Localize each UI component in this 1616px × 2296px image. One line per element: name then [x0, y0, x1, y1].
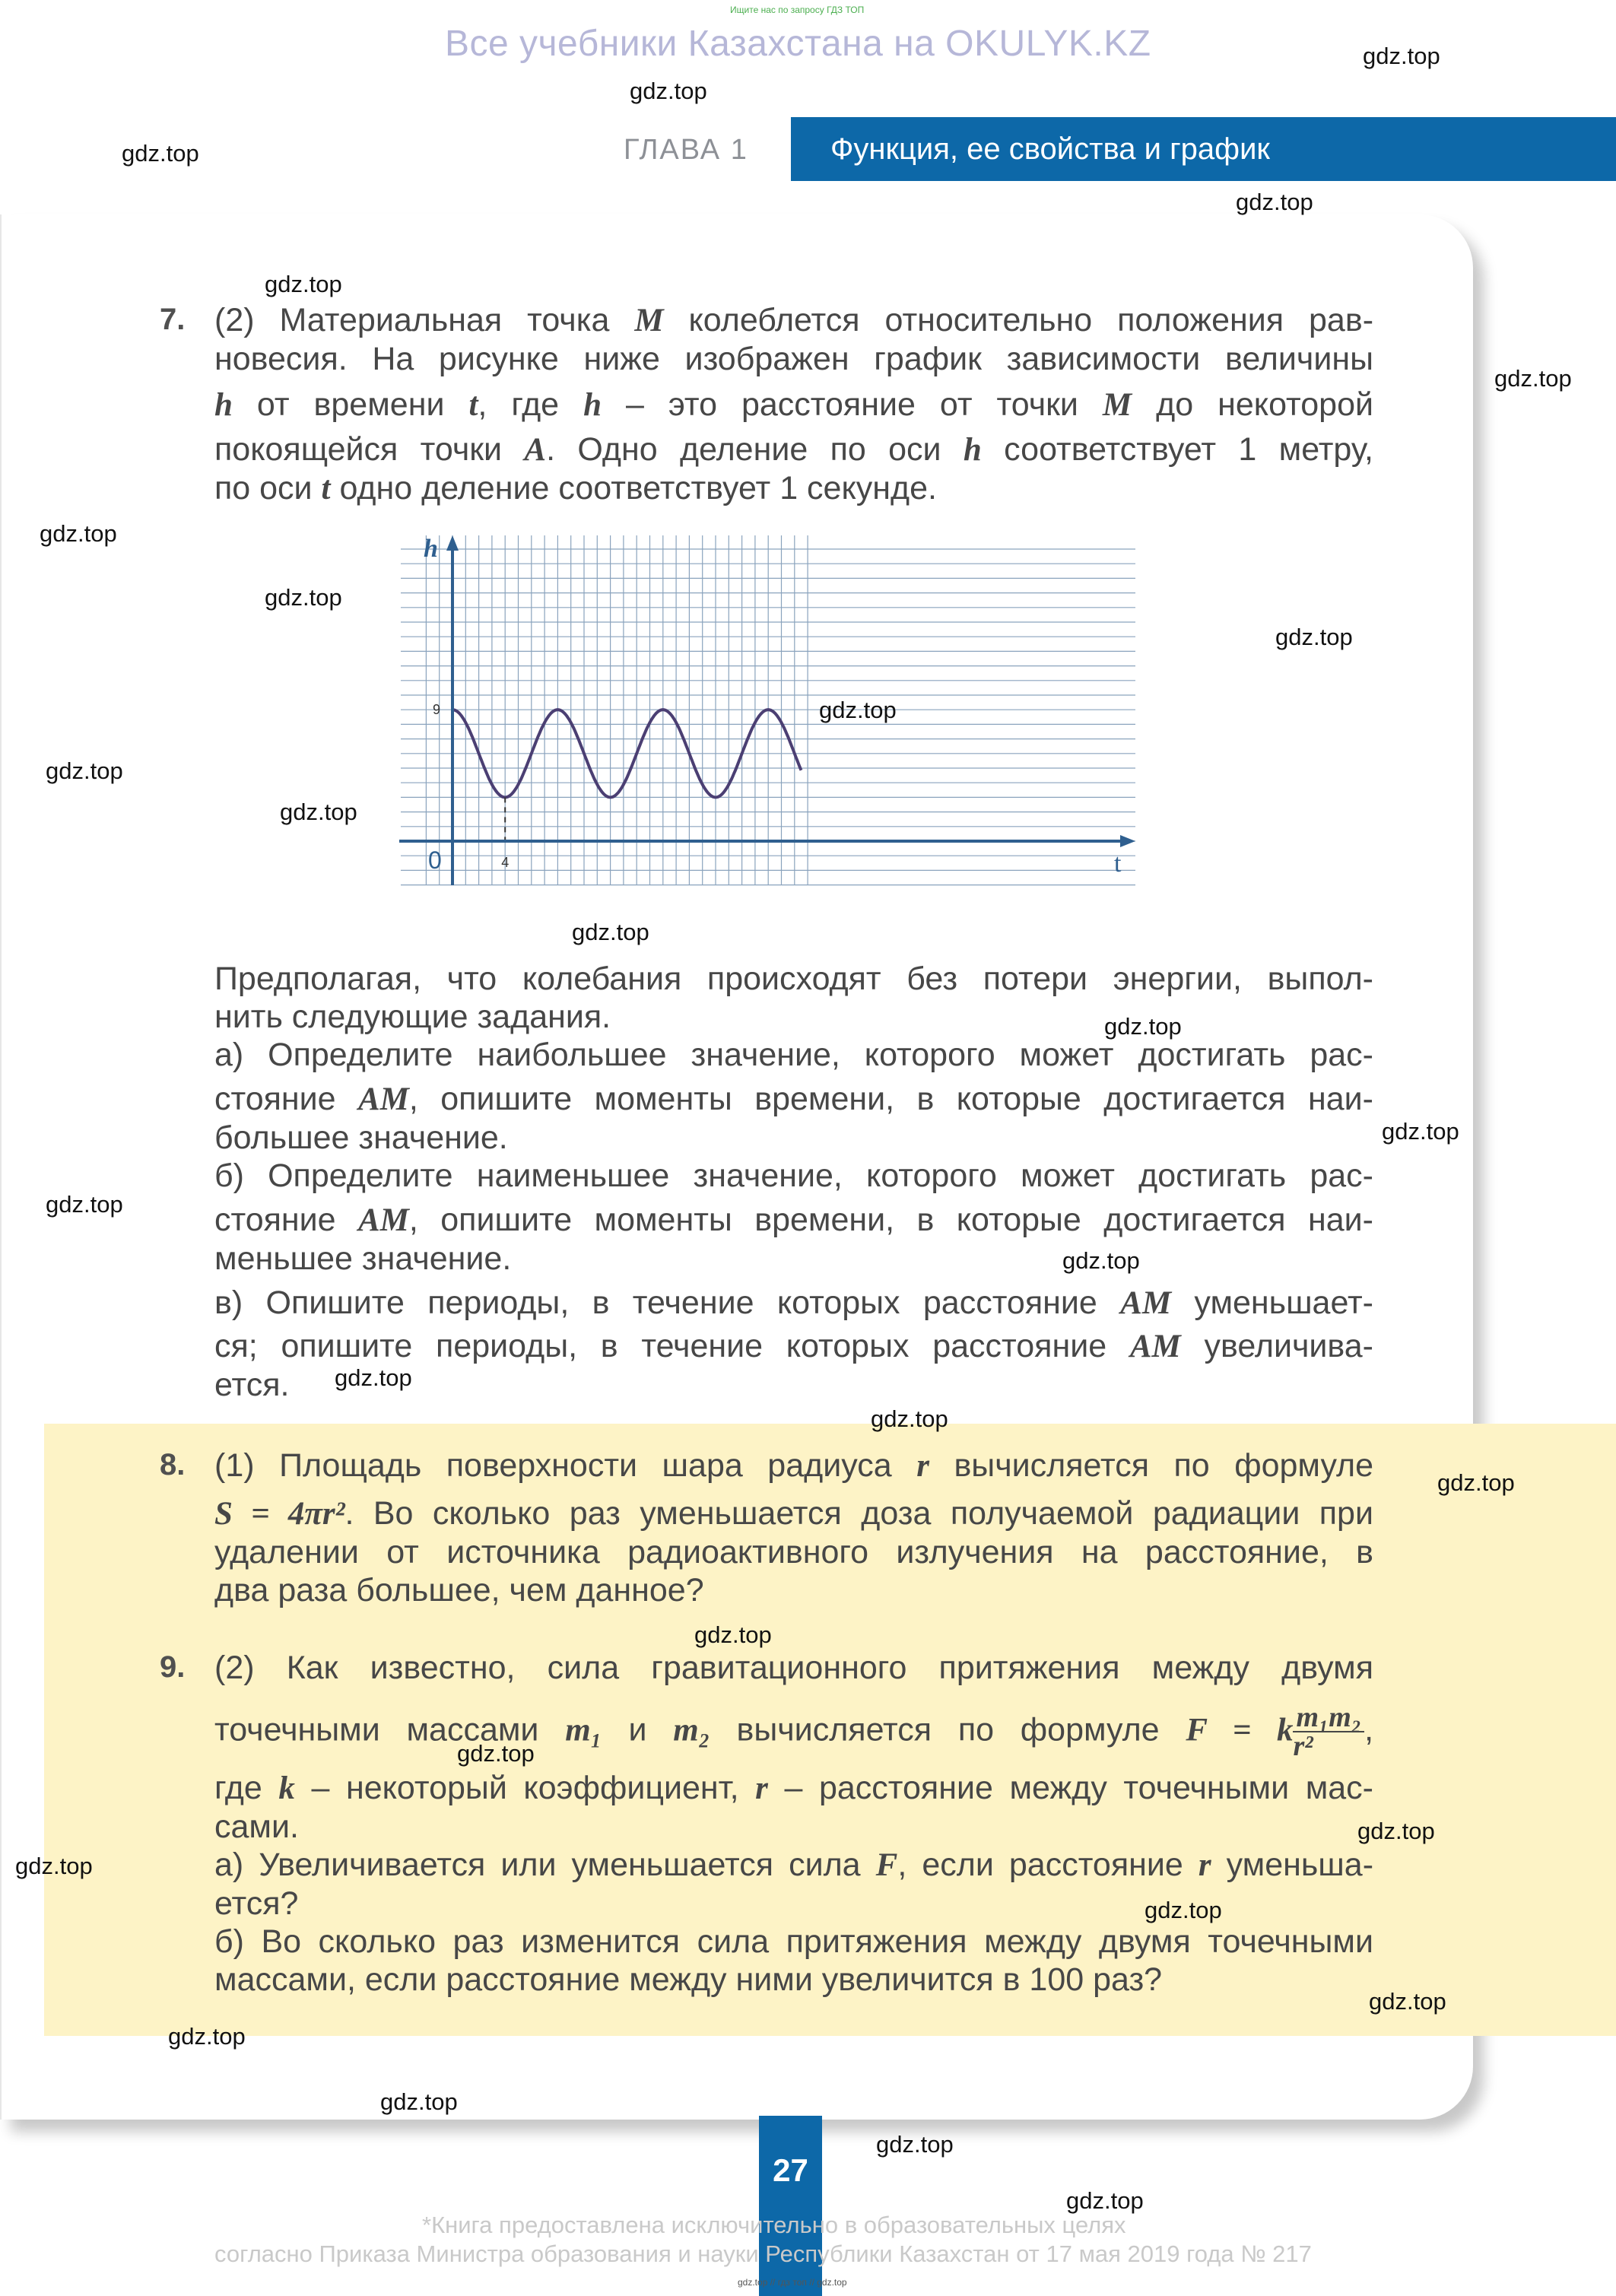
watermark: gdz.top — [457, 1740, 535, 1767]
task-number-8: 8. — [160, 1448, 186, 1481]
watermark: gdz.top — [40, 520, 117, 547]
watermark: gdz.top — [265, 584, 342, 611]
bottom-watermark: gdz.top // гдз топ // gdz.top — [738, 2277, 847, 2288]
footer-line-2: согласно Приказа Министра образования и науки Республики Казахстан от 17 мая 2019 года № 217 — [214, 2240, 1312, 2267]
watermark: gdz.top — [15, 1853, 93, 1879]
search-hint: Ищите нас по запросу ГДЗ ТОП — [730, 5, 865, 15]
watermark: gdz.top — [1357, 1818, 1435, 1844]
watermark: gdz.top — [46, 1191, 123, 1218]
page-number-bar — [759, 2116, 822, 2296]
watermark: gdz.top — [630, 78, 707, 104]
watermark: gdz.top — [168, 2023, 246, 2050]
footer-line-1: *Книга предоставлена исключительно в образовательных целях — [422, 2212, 1126, 2238]
site-title: Все учебники Казахстана на OKULYK.KZ — [445, 24, 1151, 64]
origin-label: 0 — [428, 846, 442, 874]
watermark: gdz.top — [694, 1621, 772, 1648]
tick-label-4: 4 — [501, 855, 510, 870]
watermark: gdz.top — [876, 2131, 954, 2158]
watermark: gdz.top — [1363, 43, 1440, 69]
watermark: gdz.top — [1104, 1013, 1182, 1040]
h-axis-arrow — [446, 535, 459, 551]
watermark: gdz.top — [1382, 1118, 1459, 1145]
page-number: 27 — [773, 2152, 808, 2188]
watermark: gdz.top — [1066, 2187, 1144, 2214]
watermark: gdz.top — [1145, 1897, 1222, 1923]
task-number-7: 7. — [160, 303, 186, 336]
watermark: gdz.top — [1275, 624, 1353, 650]
oscillation-graph — [399, 534, 1137, 891]
watermark: gdz.top — [1437, 1469, 1515, 1496]
formula-fraction: $\frac{\text{m₁m₂}}{\text{r²}}$ — [1293, 1704, 1364, 1760]
watermark: gdz.top — [1369, 1988, 1446, 2015]
task-7-assignments: Предполагая, что колебания происходят без потери энергии, выпол- нить следующие задания. а) Определите наибольшее значение, которого может достигать рас- стояние AM, опишите моменты времени, в которые достигается наи- большее значение. б) Определите наименьшее значение, которого может достигать рас- стояние AM, опишите моменты времени, в которые достигается наи- меньшее значение. в) Опишите периоды, в течение которых расстояние AM уменьшает- ся; опишите периоды, в течение которых расстояние AM увеличива- ется. — [214, 961, 1374, 1403]
watermark: gdz.top — [572, 919, 649, 945]
tick-label-9: 9 — [433, 702, 441, 718]
watermark: gdz.top — [265, 271, 342, 297]
watermark: gdz.top — [335, 1364, 412, 1391]
task-7-text: (2) Материальная точка M колеблется относительно положения рав- новесия. На рисунке ниже изображен график зависимости величины h от времени t, где h – это расстояние от точки M до некоторой покоящейся точки A. Одно деление по оси h соответствует 1 метру, по оси t одно деление соответствует 1 секунде. — [214, 302, 1374, 507]
watermark: gdz.top — [46, 757, 123, 784]
task-number-9: 9. — [160, 1650, 186, 1684]
watermark: gdz.top — [819, 697, 897, 723]
t-axis-arrow — [1120, 835, 1135, 847]
watermark: gdz.top — [1236, 189, 1313, 215]
chapter-title: Функция, ее свойства и график — [830, 132, 1270, 166]
watermark: gdz.top — [380, 2088, 458, 2115]
watermark: gdz.top — [1062, 1247, 1140, 1274]
task-8-text: (1) Площадь поверхности шара радиуса r вычисляется по формуле S = 4πr². Во сколько раз уменьшается доза получаемой радиации при удалении от источника радиоактивного излучения на расстояние, в два раза большее, чем данное? — [214, 1447, 1374, 1608]
watermark: gdz.top — [122, 140, 199, 167]
watermark: gdz.top — [871, 1405, 948, 1432]
watermark: gdz.top — [280, 799, 357, 825]
watermark: gdz.top — [1494, 365, 1572, 392]
task-9-text: (2) Как известно, сила гравитационного притяжения между двумя точечными массами m₁ и m₂ вычисляется по формуле F = k $\frac{\text{m₁m₂}}{\text{r²}}$ , где k – некоторый коэффициент, r – расстояние между точечными мас- сами. а) Увеличивается или уменьшается сила F, если расстояние r уменьша- ется? б) Во сколько раз изменится сила притяжения между двумя точечными массами, если расстояние между ними увеличится в 100 раз? — [214, 1650, 1374, 1998]
chapter-label: ГЛАВА 1 — [624, 134, 748, 166]
h-axis-label: h — [424, 535, 438, 563]
t-axis-label: t — [1114, 849, 1122, 878]
